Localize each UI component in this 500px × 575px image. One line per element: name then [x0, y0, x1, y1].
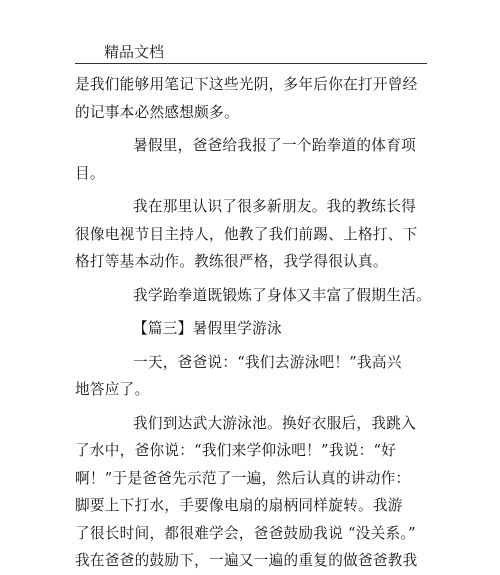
- text-line: 我学跆拳道既锻炼了身体又丰富了假期生活。: [133, 286, 431, 304]
- text-line: 格打等基本动作。教练很严格，我学得很认真。: [75, 253, 388, 270]
- text-line: 脚要上下打水，手要像电扇的扇柄同样旋转。我游: [75, 497, 403, 514]
- text-line: 一天，爸爸说：“我们去游泳吧！”我高兴: [133, 353, 402, 371]
- text-line: 我在爸爸的鼓励下，一遍又一遍的重复的做爸爸教我: [75, 552, 418, 569]
- text-line: 我们到达武大游泳池。换好衣服后，我跳入: [133, 414, 416, 432]
- text-line: 了很长时间，都很难学会，爸爸鼓励我说 “没关系。”: [75, 524, 416, 542]
- text-line: 啊！”于是爸爸先示范了一遍，然后认真的讲动作：: [75, 469, 411, 487]
- text-line: 了水中，爸你说：“我们来学仰泳吧！”我说：“好: [75, 442, 397, 459]
- section-heading: 【篇三】暑假里学游泳: [133, 320, 282, 337]
- text-line: 地答应了。: [75, 381, 150, 398]
- text-line: 我在那里认识了很多新朋友。我的教练长得: [133, 198, 416, 215]
- header-divider: [75, 63, 427, 64]
- page-header-title: 精品文档: [104, 43, 165, 61]
- text-line: 的记事本必然感想颇多。: [75, 103, 239, 121]
- text-line: 暑假里，爸爸给我报了一个跆拳道的体育项: [133, 137, 416, 154]
- text-line: 很像电视节目主持人，他教了我们前踢、上格打、下: [75, 225, 418, 243]
- text-line: 是我们能够用笔记下这些光阴，多年后你在打开曾经: [75, 76, 418, 93]
- text-line: 目。: [75, 164, 105, 182]
- document-body: [75, 71, 429, 575]
